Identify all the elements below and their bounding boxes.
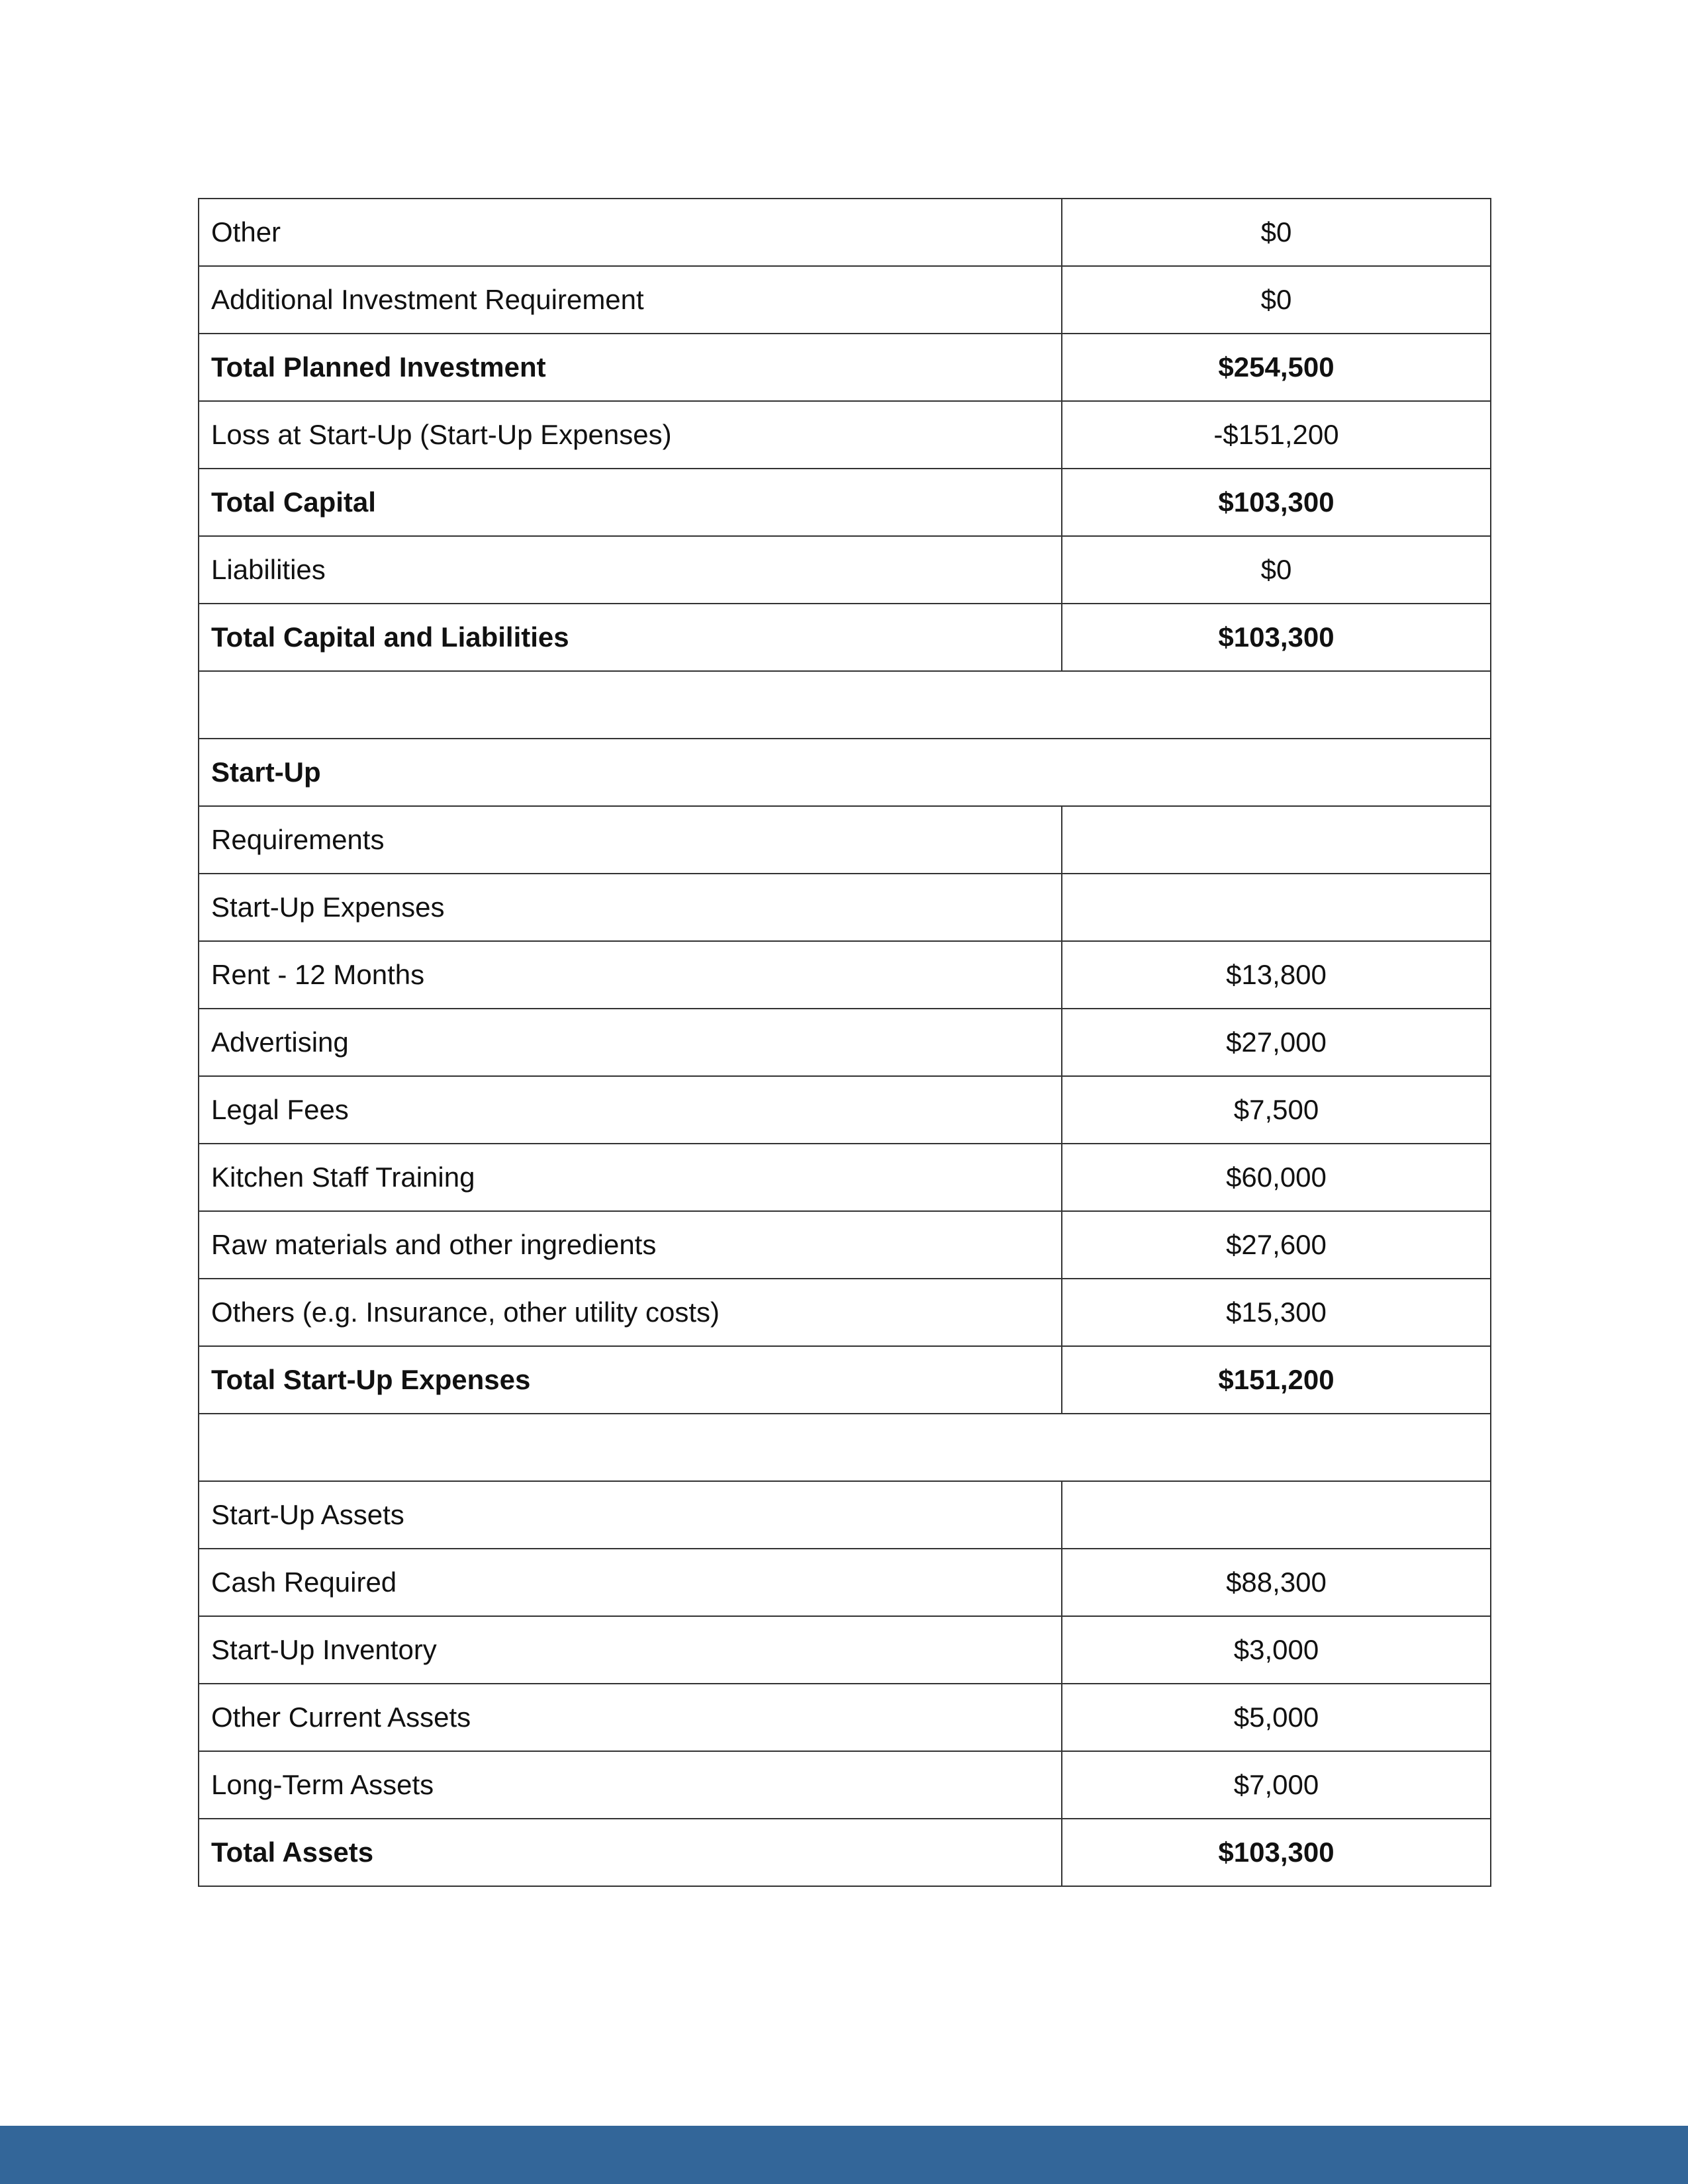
footer-bar xyxy=(0,2126,1688,2184)
row-value: $27,600 xyxy=(1062,1211,1491,1279)
row-value: $0 xyxy=(1062,199,1491,266)
row-value: $27,000 xyxy=(1062,1009,1491,1076)
row-label: Total Start-Up Expenses xyxy=(199,1346,1062,1414)
row-label: Requirements xyxy=(199,806,1062,874)
row-value: $88,300 xyxy=(1062,1549,1491,1616)
table-row xyxy=(199,1684,1491,1751)
row-value: $7,500 xyxy=(1062,1076,1491,1144)
section-heading: Start-Up xyxy=(199,739,1491,806)
table-row xyxy=(199,1211,1491,1279)
row-value: $103,300 xyxy=(1062,469,1491,536)
row-value: $151,200 xyxy=(1062,1346,1491,1414)
table-row xyxy=(199,1414,1491,1481)
row-label: Advertising xyxy=(199,1009,1062,1076)
table-row xyxy=(199,199,1491,266)
row-value: $254,500 xyxy=(1062,334,1491,401)
table-row xyxy=(199,1481,1491,1549)
table-row xyxy=(199,401,1491,469)
row-label: Loss at Start-Up (Start-Up Expenses) xyxy=(199,401,1062,469)
table-row xyxy=(199,604,1491,671)
financial-table xyxy=(198,198,1491,1887)
table-row xyxy=(199,941,1491,1009)
spacer-cell xyxy=(199,671,1491,739)
row-label: Start-Up Assets xyxy=(199,1481,1062,1549)
financial-table-body xyxy=(199,199,1491,1886)
table-row xyxy=(199,1549,1491,1616)
table-row xyxy=(199,1009,1491,1076)
row-value: $60,000 xyxy=(1062,1144,1491,1211)
table-row xyxy=(199,874,1491,941)
row-label: Long-Term Assets xyxy=(199,1751,1062,1819)
row-value: $3,000 xyxy=(1062,1616,1491,1684)
row-label: Rent - 12 Months xyxy=(199,941,1062,1009)
table-row xyxy=(199,536,1491,604)
row-label: Start-Up Expenses xyxy=(199,874,1062,941)
table-row xyxy=(199,469,1491,536)
row-label: Kitchen Staff Training xyxy=(199,1144,1062,1211)
row-value xyxy=(1062,1481,1491,1549)
row-label: Legal Fees xyxy=(199,1076,1062,1144)
row-value: $0 xyxy=(1062,266,1491,334)
table-row xyxy=(199,1144,1491,1211)
row-label: Additional Investment Requirement xyxy=(199,266,1062,334)
row-label: Other Current Assets xyxy=(199,1684,1062,1751)
table-row xyxy=(199,334,1491,401)
row-value: -$151,200 xyxy=(1062,401,1491,469)
row-label: Total Planned Investment xyxy=(199,334,1062,401)
row-label: Others (e.g. Insurance, other utility costs) xyxy=(199,1279,1062,1346)
row-value: $103,300 xyxy=(1062,604,1491,671)
table-row xyxy=(199,806,1491,874)
row-value: $15,300 xyxy=(1062,1279,1491,1346)
table-row xyxy=(199,266,1491,334)
table-row xyxy=(199,671,1491,739)
row-label: Total Capital xyxy=(199,469,1062,536)
row-value: $13,800 xyxy=(1062,941,1491,1009)
spacer-cell xyxy=(199,1414,1491,1481)
row-value xyxy=(1062,806,1491,874)
row-label: Start-Up Inventory xyxy=(199,1616,1062,1684)
row-label: Other xyxy=(199,199,1062,266)
table-row xyxy=(199,1819,1491,1886)
row-label: Total Capital and Liabilities xyxy=(199,604,1062,671)
table-row xyxy=(199,1279,1491,1346)
row-label: Raw materials and other ingredients xyxy=(199,1211,1062,1279)
table-row xyxy=(199,739,1491,806)
row-value: $103,300 xyxy=(1062,1819,1491,1886)
table-row xyxy=(199,1076,1491,1144)
row-value: $7,000 xyxy=(1062,1751,1491,1819)
row-label: Liabilities xyxy=(199,536,1062,604)
table-row xyxy=(199,1346,1491,1414)
row-label: Total Assets xyxy=(199,1819,1062,1886)
row-value xyxy=(1062,874,1491,941)
table-row xyxy=(199,1616,1491,1684)
table-row xyxy=(199,1751,1491,1819)
row-value: $5,000 xyxy=(1062,1684,1491,1751)
row-value: $0 xyxy=(1062,536,1491,604)
row-label: Cash Required xyxy=(199,1549,1062,1616)
